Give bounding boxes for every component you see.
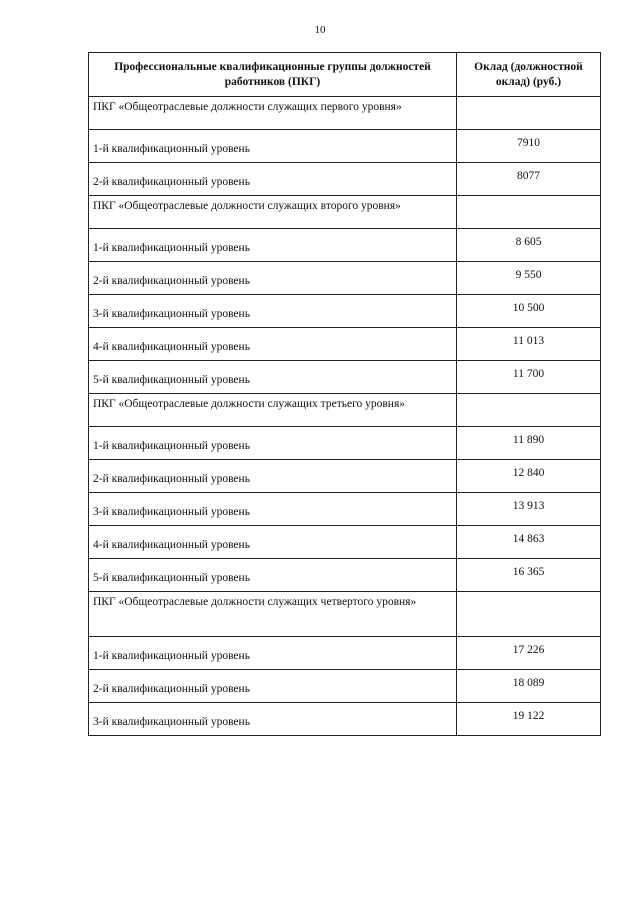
page-number: 10 [314, 24, 326, 36]
level-name: 2-й квалификационный уровень [89, 163, 457, 196]
level-name: 1-й квалификационный уровень [89, 427, 457, 460]
level-name: 1-й квалификационный уровень [89, 130, 457, 163]
table-row [89, 229, 601, 262]
level-name: 3-й квалификационный уровень [89, 295, 457, 328]
salary-value: 7910 [457, 130, 601, 163]
table-row [89, 295, 601, 328]
table-row [89, 460, 601, 493]
table-row [89, 559, 601, 592]
group-name: ПКГ «Общеотраслевые должности служащих третьего уровня» [89, 394, 457, 427]
table-row [89, 163, 601, 196]
salary-value [457, 196, 601, 229]
salary-value: 9 550 [457, 262, 601, 295]
table-row [89, 493, 601, 526]
table-row [89, 670, 601, 703]
level-name: 4-й квалификационный уровень [89, 328, 457, 361]
level-name: 2-й квалификационный уровень [89, 262, 457, 295]
level-name: 2-й квалификационный уровень [89, 460, 457, 493]
level-name: 3-й квалификационный уровень [89, 493, 457, 526]
salary-value: 19 122 [457, 703, 601, 736]
salary-value [457, 394, 601, 427]
table-row [89, 328, 601, 361]
group-name: ПКГ «Общеотраслевые должности служащих второго уровня» [89, 196, 457, 229]
salary-value: 10 500 [457, 295, 601, 328]
salary-value: 14 863 [457, 526, 601, 559]
group-name: ПКГ «Общеотраслевые должности служащих первого уровня» [89, 97, 457, 130]
salary-value: 11 700 [457, 361, 601, 394]
level-name: 4-й квалификационный уровень [89, 526, 457, 559]
level-name: 1-й квалификационный уровень [89, 229, 457, 262]
header-salary: Оклад (должностной оклад) (руб.) [457, 53, 601, 97]
table-row [89, 394, 601, 427]
level-name: 3-й квалификационный уровень [89, 703, 457, 736]
table-row [89, 592, 601, 637]
table-row [89, 703, 601, 736]
salary-value: 12 840 [457, 460, 601, 493]
salary-value: 18 089 [457, 670, 601, 703]
salary-value [457, 592, 601, 637]
group-name: ПКГ «Общеотраслевые должности служащих четвертого уровня» [89, 592, 457, 637]
level-name: 5-й квалификационный уровень [89, 559, 457, 592]
table-row [89, 427, 601, 460]
level-name: 1-й квалификационный уровень [89, 637, 457, 670]
table-row [89, 361, 601, 394]
table-row [89, 130, 601, 163]
salary-value: 11 890 [457, 427, 601, 460]
table-row [89, 637, 601, 670]
salary-value: 11 013 [457, 328, 601, 361]
level-name: 5-й квалификационный уровень [89, 361, 457, 394]
header-qualification-group: Профессиональные квалификационные группы должностей работников (ПКГ) [89, 53, 457, 97]
table-row [89, 262, 601, 295]
salary-value: 17 226 [457, 637, 601, 670]
table-row [89, 196, 601, 229]
level-name: 2-й квалификационный уровень [89, 670, 457, 703]
salary-value: 8 605 [457, 229, 601, 262]
salary-value: 16 365 [457, 559, 601, 592]
salary-table [88, 52, 601, 736]
table-header-row [89, 53, 601, 97]
table-row [89, 97, 601, 130]
salary-value [457, 97, 601, 130]
salary-value: 13 913 [457, 493, 601, 526]
salary-value: 8077 [457, 163, 601, 196]
table-row [89, 526, 601, 559]
